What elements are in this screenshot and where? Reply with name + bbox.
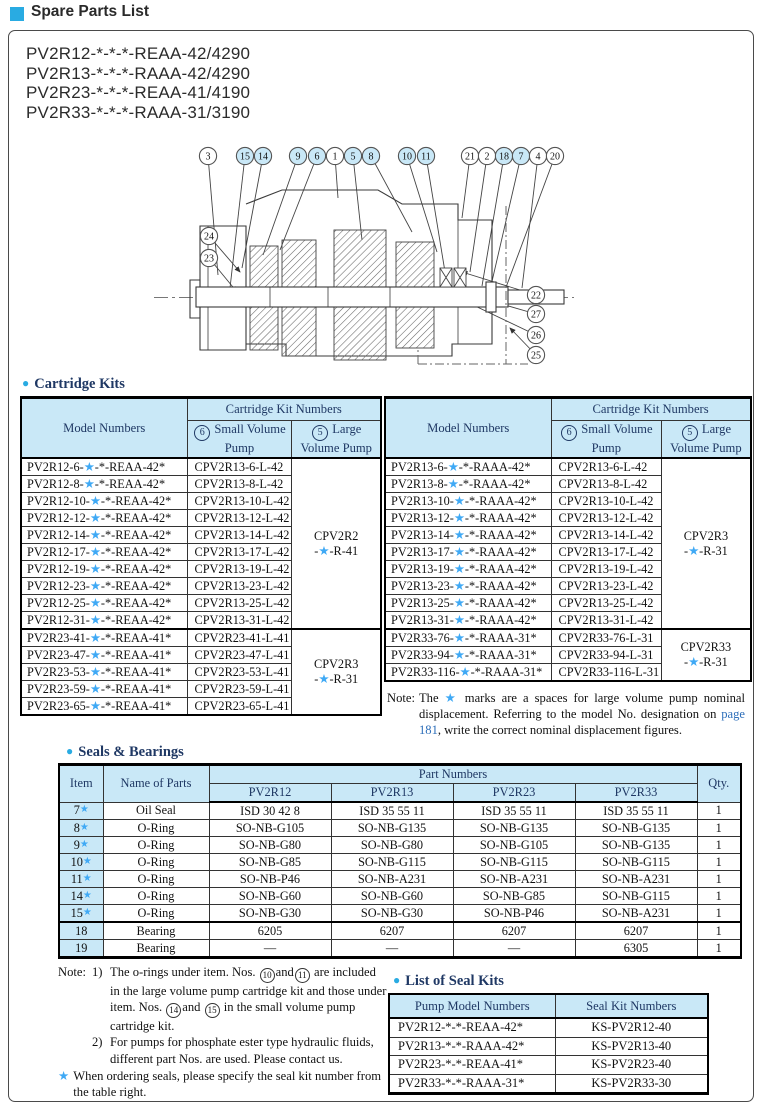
star-mark: ★ (688, 655, 700, 669)
part-number-cell: ISD 35 55 11 (331, 802, 453, 820)
model-number-cell: PV2R33-94-★-*-RAAA-31* (385, 647, 551, 664)
part-number-cell: 6207 (575, 922, 697, 940)
callout-number-14: 14 (258, 151, 268, 163)
leader-line-21 (462, 156, 470, 218)
model-number-cell: PV2R12-8-★-*-REAA-42* (21, 476, 187, 493)
column-header-cartridge-kit-numbers: Cartridge Kit Numbers (551, 398, 751, 421)
model-number-cell: PV2R23-59-★-*-REAA-41* (21, 681, 187, 698)
small-volume-kit-cell: CPV2R33-116-L-31 (551, 664, 662, 682)
small-volume-kit-cell: CPV2R13-31-L-42 (551, 612, 662, 630)
small-volume-kit-cell: CPV2R23-41-L-41 (187, 629, 292, 647)
table-row (59, 802, 741, 820)
part-number-cell: SO-NB-G85 (453, 888, 575, 905)
item-number-cell: 15★ (59, 905, 103, 923)
star-mark: ★ (453, 493, 465, 508)
part-number-cell: ISD 35 55 11 (453, 802, 575, 820)
star-mark: ★ (89, 527, 101, 542)
small-volume-kit-cell: CPV2R13-23-L-42 (187, 578, 292, 595)
column-header-pump-model-numbers: Pump Model Numbers (389, 994, 555, 1018)
star-mark: ★ (89, 510, 101, 525)
item-number-cell: 9★ (59, 837, 103, 854)
star-mark: ★ (89, 578, 101, 593)
callout-number-25: 25 (531, 350, 541, 362)
cartridge-kits-table-left (20, 396, 382, 716)
star-mark: ★ (89, 612, 101, 627)
callout-number-6: 6 (314, 151, 320, 163)
model-number-cell: PV2R12-19-★-*-REAA-42* (21, 561, 187, 578)
part-number-cell: SO-NB-G85 (209, 854, 331, 871)
small-volume-kit-cell: CPV2R13-25-L-42 (187, 595, 292, 612)
part-number-cell: SO-NB-G135 (575, 820, 697, 837)
callout-number-9: 9 (295, 151, 301, 163)
section-marker-square (10, 7, 24, 21)
small-volume-kit-cell: CPV2R13-12-L-42 (187, 510, 292, 527)
model-number-cell: PV2R13-23-★-*-RAAA-42* (385, 578, 551, 595)
qty-cell: 1 (697, 905, 741, 923)
column-header-large-volume-pump: 5 Large Volume Pump (292, 421, 381, 459)
part-number-cell: 6207 (331, 922, 453, 940)
part-number-cell: SO-NB-G135 (453, 820, 575, 837)
star-mark: ★ (82, 872, 92, 884)
part-number-cell: — (453, 940, 575, 958)
model-number-cell: PV2R13-6-★-*-RAAA-42* (385, 458, 551, 476)
circled-number-10: 10 (260, 968, 275, 983)
part-number-cell: SO-NB-G60 (209, 888, 331, 905)
note-text: For pumps for phosphate ester type hydraulic fluids, different part Nos. are used. Please contact us. (110, 1035, 374, 1066)
part-name-cell: O-Ring (103, 837, 209, 854)
seal-kits-table-container (388, 993, 709, 1095)
table-row (389, 1056, 708, 1075)
part-number-cell: SO-NB-P46 (453, 905, 575, 923)
small-volume-kit-cell: CPV2R13-25-L-42 (551, 595, 662, 612)
seals-bearings-heading: ● Seals & Bearings (66, 744, 184, 760)
model-number-cell: PV2R33-116-★-*-RAAA-31* (385, 664, 551, 682)
small-volume-kit-cell: CPV2R23-47-L-41 (187, 647, 292, 664)
part-number-cell: SO-NB-G115 (453, 854, 575, 871)
part-number-cell: SO-NB-G30 (331, 905, 453, 923)
part-number-cell: ISD 30 42 8 (209, 802, 331, 820)
star-mark: ★ (89, 698, 101, 713)
cartridge-kits-table-left-container (20, 396, 382, 716)
star-mark: ★ (447, 476, 459, 491)
cartridge-kits-table-right-container (384, 396, 752, 682)
table-row (385, 458, 751, 476)
qty-cell: 1 (697, 922, 741, 940)
large-volume-kit-cell: CPV2R33 -★-R-31 (662, 629, 751, 681)
star-mark: ★ (453, 595, 465, 610)
callout-number-1: 1 (332, 151, 338, 163)
model-number-cell: PV2R12-10-★-*-REAA-42* (21, 493, 187, 510)
leader-line-20 (502, 156, 555, 298)
star-mark: ★ (83, 459, 95, 474)
item-number-cell: 18 (59, 922, 103, 940)
cartridge-kits-note (387, 690, 745, 739)
large-volume-kit-cell: CPV2R3 -★-R-31 (662, 458, 751, 629)
table-row (59, 940, 741, 958)
star-mark: ★ (318, 543, 330, 558)
circled-number-15: 15 (205, 1003, 220, 1018)
table-row (59, 820, 741, 837)
callout-number-18: 18 (499, 151, 509, 163)
star-mark: ★ (89, 681, 101, 696)
callout-number-27: 27 (531, 309, 541, 321)
callout-number-10: 10 (402, 151, 412, 163)
pump-drawing (154, 190, 574, 364)
table-row (59, 905, 741, 923)
part-number-cell: SO-NB-G80 (331, 837, 453, 854)
note-text: The o-rings under item. Nos. 10 and 11 are included in the large volume pump cartridge kit and those under item. Nos. 14 and 15 in the small volume pump cartridge kit. (110, 965, 387, 1034)
part-name-cell: Bearing (103, 940, 209, 958)
table-row (389, 1074, 708, 1094)
qty-cell: 1 (697, 940, 741, 958)
callout-number-3: 3 (205, 151, 211, 163)
small-volume-kit-cell: CPV2R13-17-L-42 (551, 544, 662, 561)
circled-number-14: 14 (166, 1003, 181, 1018)
part-number-cell: SO-NB-G115 (575, 888, 697, 905)
part-number-cell: SO-NB-G80 (209, 837, 331, 854)
note-label-spacer (58, 1034, 92, 1066)
seals-bearings-table (58, 763, 742, 959)
part-number-cell: SO-NB-P46 (209, 871, 331, 888)
part-number-cell: 6305 (575, 940, 697, 958)
part-number-cell: SO-NB-G105 (453, 837, 575, 854)
part-name-cell: Bearing (103, 922, 209, 940)
part-number-cell: SO-NB-A231 (331, 871, 453, 888)
cartridge-kits-table-right (384, 396, 752, 682)
pump-cross-section-diagram (150, 140, 580, 382)
callout-number-24: 24 (204, 231, 214, 243)
model-number-cell: PV2R12-17-★-*-REAA-42* (21, 544, 187, 561)
star-mark: ★ (89, 630, 101, 645)
callout-number-15: 15 (240, 151, 250, 163)
seal-kits-table (388, 993, 709, 1095)
star-mark: ★ (83, 476, 95, 491)
callout-number-11: 11 (421, 151, 431, 163)
page-181-link[interactable]: page 181 (418, 707, 745, 738)
leader-line-2 (470, 156, 487, 272)
star-mark: ★ (58, 1068, 70, 1083)
note-text: The ★ marks are a spaces for large volume pump nominal displacement. Referring to the model No. designation on page 181, write the correct nominal displacement figures. (418, 691, 745, 738)
callout-number-23: 23 (204, 253, 214, 265)
table-row (385, 629, 751, 647)
star-mark: ★ (453, 527, 465, 542)
table-row (21, 629, 381, 647)
table-row (59, 888, 741, 905)
bullet-icon: ● (22, 376, 30, 390)
callout-number-2: 2 (484, 151, 490, 163)
part-name-cell: O-Ring (103, 888, 209, 905)
part-name-cell: O-Ring (103, 871, 209, 888)
part-number-cell: SO-NB-G115 (575, 854, 697, 871)
bullet-icon: ● (393, 973, 401, 987)
small-volume-kit-cell: CPV2R23-59-L-41 (187, 681, 292, 698)
star-mark: ★ (89, 544, 101, 559)
leader-line-5 (353, 156, 362, 240)
star-mark: ★ (82, 889, 92, 901)
seal-kit-cell: KS-PV2R12-40 (555, 1018, 708, 1037)
qty-cell: 1 (697, 802, 741, 820)
qty-cell: 1 (697, 871, 741, 888)
small-volume-kit-cell: CPV2R13-14-L-42 (187, 527, 292, 544)
leader-line-8 (371, 156, 412, 232)
model-number-cell: PV2R12-31-★-*-REAA-42* (21, 612, 187, 630)
model-number-cell: PV2R13-19-★-*-RAAA-42* (385, 561, 551, 578)
table-row (389, 1018, 708, 1037)
pump-model-numbers-list (26, 44, 250, 122)
star-mark: ★ (453, 578, 465, 593)
column-header-seal-kit-numbers: Seal Kit Numbers (555, 994, 708, 1018)
small-volume-kit-cell: CPV2R13-14-L-42 (551, 527, 662, 544)
seals-bearings-note (58, 964, 388, 1100)
note-item-number: 1) (92, 965, 103, 979)
part-number-cell: 6205 (209, 922, 331, 940)
item-number-cell: 7★ (59, 802, 103, 820)
column-header-cartridge-kit-numbers: Cartridge Kit Numbers (187, 398, 381, 421)
large-volume-kit-cell: CPV2R2 -★-R-41 (292, 458, 381, 629)
star-mark: ★ (89, 595, 101, 610)
part-number-cell: SO-NB-G135 (575, 837, 697, 854)
column-header-pv2r23: PV2R23 (453, 784, 575, 803)
part-number-cell: SO-NB-G60 (331, 888, 453, 905)
seals-bearings-table-container (58, 763, 742, 959)
callout-number-22: 22 (531, 290, 541, 302)
star-mark: ★ (82, 855, 92, 867)
seal-kit-cell: KS-PV2R23-40 (555, 1056, 708, 1075)
small-volume-kit-cell: CPV2R13-10-L-42 (187, 493, 292, 510)
star-mark: ★ (79, 821, 89, 833)
star-mark: ★ (688, 543, 700, 558)
model-number-line: PV2R12-*-*-*-REAA-42/4290 (26, 44, 251, 63)
model-number-cell: PV2R13-10-★-*-RAAA-42* (385, 493, 551, 510)
part-number-cell: 6207 (453, 922, 575, 940)
part-number-cell: — (331, 940, 453, 958)
star-mark: ★ (79, 838, 89, 850)
column-header-part-numbers: Part Numbers (209, 765, 697, 784)
small-volume-kit-cell: CPV2R13-6-L-42 (551, 458, 662, 476)
star-mark: ★ (318, 672, 330, 686)
model-number-cell: PV2R12-14-★-*-REAA-42* (21, 527, 187, 544)
model-number-cell: PV2R23-65-★-*-REAA-41* (21, 698, 187, 716)
model-number-cell: PV2R12-12-★-*-REAA-42* (21, 510, 187, 527)
star-mark: ★ (89, 664, 101, 679)
star-mark: ★ (89, 561, 101, 576)
seal-kit-cell: KS-PV2R13-40 (555, 1037, 708, 1056)
column-header-model-numbers: Model Numbers (385, 398, 551, 459)
star-mark: ★ (89, 647, 101, 662)
star-mark: ★ (444, 691, 459, 705)
item-number-cell: 11★ (59, 871, 103, 888)
note-label: Note: (387, 691, 415, 705)
small-volume-kit-cell: CPV2R13-31-L-42 (187, 612, 292, 630)
small-volume-kit-cell: CPV2R13-8-L-42 (551, 476, 662, 493)
small-volume-kit-cell: CPV2R13-23-L-42 (551, 578, 662, 595)
star-mark: ★ (453, 612, 465, 627)
model-number-cell: PV2R33-76-★-*-RAAA-31* (385, 629, 551, 647)
page-title: Spare Parts List (31, 3, 150, 20)
small-volume-kit-cell: CPV2R23-53-L-41 (187, 664, 292, 681)
part-number-cell: SO-NB-G30 (209, 905, 331, 923)
table-row (59, 922, 741, 940)
model-number-cell: PV2R23-47-★-*-REAA-41* (21, 647, 187, 664)
table-row (59, 837, 741, 854)
small-volume-kit-cell: CPV2R13-12-L-42 (551, 510, 662, 527)
small-volume-kit-cell: CPV2R13-10-L-42 (551, 493, 662, 510)
model-number-cell: PV2R13-25-★-*-RAAA-42* (385, 595, 551, 612)
callout-number-21: 21 (465, 151, 475, 163)
callout-number-20: 20 (550, 151, 560, 163)
pump-model-cell: PV2R12-*-*-REAA-42* (389, 1018, 555, 1037)
column-header-pv2r12: PV2R12 (209, 784, 331, 803)
column-header-small-volume-pump: 6 Small Volume Pump (551, 421, 662, 459)
model-number-cell: PV2R13-8-★-*-RAAA-42* (385, 476, 551, 493)
part-name-cell: O-Ring (103, 905, 209, 923)
column-header-large-volume-pump: 5 Large Volume Pump (662, 421, 751, 459)
column-header-item: Item (59, 765, 103, 803)
small-volume-kit-cell: CPV2R33-94-L-31 (551, 647, 662, 664)
callout-number-5: 5 (350, 151, 356, 163)
star-mark: ★ (453, 647, 465, 662)
leader-line-15 (230, 156, 245, 288)
small-volume-kit-cell: CPV2R13-19-L-42 (551, 561, 662, 578)
callout-number-26: 26 (531, 330, 541, 342)
column-header-name-of-parts: Name of Parts (103, 765, 209, 803)
part-number-cell: SO-NB-A231 (575, 905, 697, 923)
pump-model-cell: PV2R13-*-*-RAAA-42* (389, 1037, 555, 1056)
table-row (21, 458, 381, 476)
star-mark: ★ (453, 561, 465, 576)
part-name-cell: Oil Seal (103, 802, 209, 820)
star-mark: ★ (459, 664, 471, 679)
note-label: Note: (58, 965, 86, 979)
table-row (59, 871, 741, 888)
callout-number-8: 8 (368, 151, 374, 163)
star-mark: ★ (89, 493, 101, 508)
model-number-cell: PV2R23-41-★-*-REAA-41* (21, 629, 187, 647)
model-number-cell: PV2R13-12-★-*-RAAA-42* (385, 510, 551, 527)
part-number-cell: SO-NB-A231 (453, 871, 575, 888)
model-number-cell: PV2R13-31-★-*-RAAA-42* (385, 612, 551, 630)
star-mark: ★ (453, 544, 465, 559)
large-volume-kit-cell: CPV2R3 -★-R-31 (292, 629, 381, 715)
column-header-pv2r33: PV2R33 (575, 784, 697, 803)
small-volume-kit-cell: CPV2R13-19-L-42 (187, 561, 292, 578)
small-volume-kit-cell: CPV2R13-6-L-42 (187, 458, 292, 476)
item-number-cell: 19 (59, 940, 103, 958)
star-mark: ★ (453, 510, 465, 525)
model-number-line: PV2R33-*-*-*-RAAA-31/3190 (26, 102, 251, 122)
small-volume-kit-cell: CPV2R13-8-L-42 (187, 476, 292, 493)
circled-number-11: 11 (295, 968, 310, 983)
part-number-cell: SO-NB-G105 (209, 820, 331, 837)
seal-kits-heading: ● List of Seal Kits (393, 973, 504, 989)
pump-model-cell: PV2R33-*-*-RAAA-31* (389, 1074, 555, 1094)
part-number-cell: SO-NB-G135 (331, 820, 453, 837)
star-mark: ★ (82, 906, 92, 918)
pump-model-cell: PV2R23-*-*-REAA-41* (389, 1056, 555, 1075)
part-name-cell: O-Ring (103, 820, 209, 837)
note-text: When ordering seals, please specify the seal kit number from the table right. (73, 1068, 382, 1100)
leader-line-18 (482, 156, 504, 286)
column-header-qty: Qty. (697, 765, 741, 803)
callout-number-4: 4 (535, 151, 541, 163)
note-item-number: 2) (92, 1035, 103, 1050)
star-mark: ★ (453, 630, 465, 645)
model-number-cell: PV2R13-17-★-*-RAAA-42* (385, 544, 551, 561)
star-mark: ★ (447, 459, 459, 474)
part-number-cell: SO-NB-A231 (575, 871, 697, 888)
bullet-icon: ● (66, 744, 74, 758)
small-volume-kit-cell: CPV2R33-76-L-31 (551, 629, 662, 647)
model-number-cell: PV2R12-23-★-*-REAA-42* (21, 578, 187, 595)
column-header-model-numbers: Model Numbers (21, 398, 187, 459)
model-number-line: PV2R13-*-*-*-RAAA-42/4290 (26, 63, 251, 83)
part-number-cell: SO-NB-G115 (331, 854, 453, 871)
seal-kit-cell: KS-PV2R33-30 (555, 1074, 708, 1094)
part-number-cell: — (209, 940, 331, 958)
part-name-cell: O-Ring (103, 854, 209, 871)
small-volume-kit-cell: CPV2R23-65-L-41 (187, 698, 292, 716)
star-mark: ★ (79, 804, 89, 816)
callout-number-7: 7 (518, 151, 524, 163)
small-volume-kit-cell: CPV2R13-17-L-42 (187, 544, 292, 561)
qty-cell: 1 (697, 854, 741, 871)
part-number-cell: ISD 35 55 11 (575, 802, 697, 820)
model-number-cell: PV2R12-25-★-*-REAA-42* (21, 595, 187, 612)
table-row (59, 854, 741, 871)
model-number-cell: PV2R23-53-★-*-REAA-41* (21, 664, 187, 681)
table-row (389, 1037, 708, 1056)
item-number-cell: 8★ (59, 820, 103, 837)
qty-cell: 1 (697, 837, 741, 854)
qty-cell: 1 (697, 888, 741, 905)
column-header-pv2r13: PV2R13 (331, 784, 453, 803)
cartridge-kits-heading: ● Cartridge Kits (22, 376, 125, 392)
item-number-cell: 10★ (59, 854, 103, 871)
item-number-cell: 14★ (59, 888, 103, 905)
leader-line-6 (280, 156, 317, 250)
model-number-line: PV2R23-*-*-*-REAA-41/4190 (26, 83, 251, 102)
model-number-cell: PV2R13-14-★-*-RAAA-42* (385, 527, 551, 544)
column-header-small-volume-pump: 6 Small Volume Pump (187, 421, 292, 459)
qty-cell: 1 (697, 820, 741, 837)
model-number-cell: PV2R12-6-★-*-REAA-42* (21, 458, 187, 476)
